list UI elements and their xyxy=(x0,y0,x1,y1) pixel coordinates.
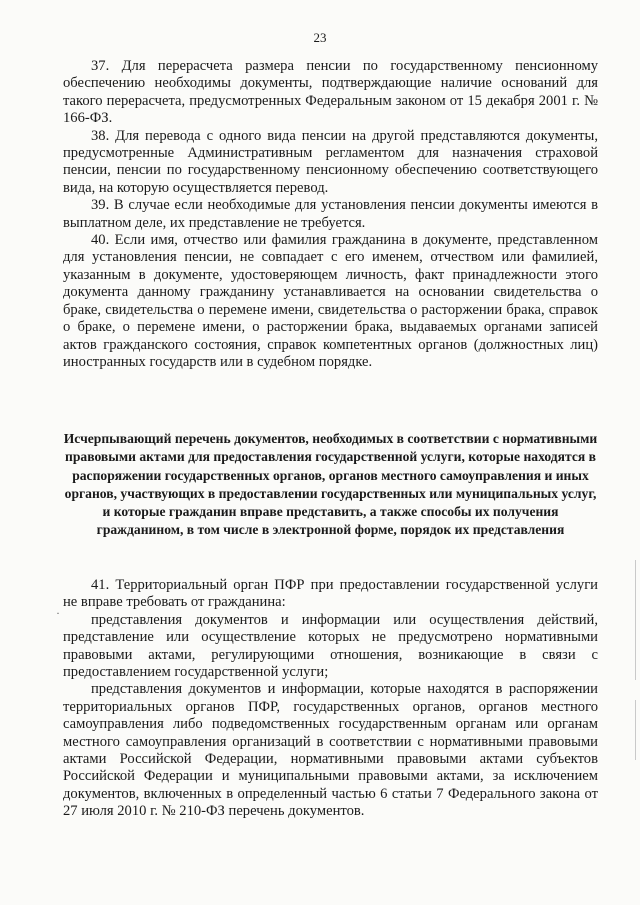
paragraph-39: 39. В случае если необходимые для установления пенсии документы имеются в выплатном деле, их представление не требуется. xyxy=(63,197,598,231)
paragraph-41-item-2: представления документов и информации, которые находятся в распоряжении территориальных органов ПФР, государственных органов, органов местного самоуправления либо подведомственных государственным органам или органам местного самоуправления организаций в соответствии с нормативными правовыми актами Российской Федерации, нормативными правовыми актами субъектов Российской Федерации и муниципальными правовыми актами, за исключением документов, включенных в определенный частью 6 статьи 7 Федерального закона от 27 июля 2010 г. № 210-ФЗ перечень документов. xyxy=(63,681,598,820)
paragraph-37: 37. Для перерасчета размера пенсии по государственному пенсионному обеспечению необходимы документы, подтверждающие наличие оснований для такого перерасчета, предусмотренных Федеральным законом от 15 декабря 2001 г. № 166-ФЗ. xyxy=(63,58,598,127)
page-number: 23 xyxy=(313,30,327,45)
paragraph-40: 40. Если имя, отчество или фамилия гражданина в документе, представленном для установления пенсии, не совпадает с его именем, отчеством или фамилией, указанным в документе, удостоверяющем личность, факт принадлежности этого документа данному гражданину устанавливается на основании свидетельства о браке, свидетельства о перемене имени, свидетельства о расторжении брака, справок о браке, о перемене имени, о расторжении брака, выдаваемых органами записей актов гражданского состояния, справок компетентных органов (должностных лиц) иностранных государств или в судебном порядке. xyxy=(63,232,598,370)
paragraph-38: 38. Для перевода с одного вида пенсии на другой представляются документы, предусмотренные Административным регламентом для назначения страховой пенсии, пенсии по государственному пенсионному обеспечению соответствующего вида, на которую осуществляется перевод. xyxy=(63,127,598,196)
paragraph-41-item-1: представления документов и информации или осуществления действий, представление или осуществление которых не предусмотрено нормативными правовыми актами, регулирующими отношения, возникающие в связи с предоставлением государственной услуги; xyxy=(63,611,598,681)
paragraphs-bottom xyxy=(63,577,598,821)
scan-edge-line xyxy=(635,560,636,680)
section-heading: Исчерпывающий перечень документов, необходимых в соответствии с нормативными правовыми актами для предоставления государственной услуги, которые находятся в распоряжении государственных органов, органов местного самоуправления и иных органов, участвующих в предоставлении государственных или муниципальных услуг, и которые гражданин вправе представить, а также способы их получения гражданином, в том числе в электронной форме, порядок их представления xyxy=(63,431,598,538)
paragraphs-top xyxy=(63,58,598,371)
margin-mark: · xyxy=(56,606,60,620)
paragraph-41: 41. Территориальный орган ПФР при предоставлении государственной услуги не вправе требовать от гражданина: xyxy=(63,577,598,611)
scan-edge-line xyxy=(635,700,636,760)
